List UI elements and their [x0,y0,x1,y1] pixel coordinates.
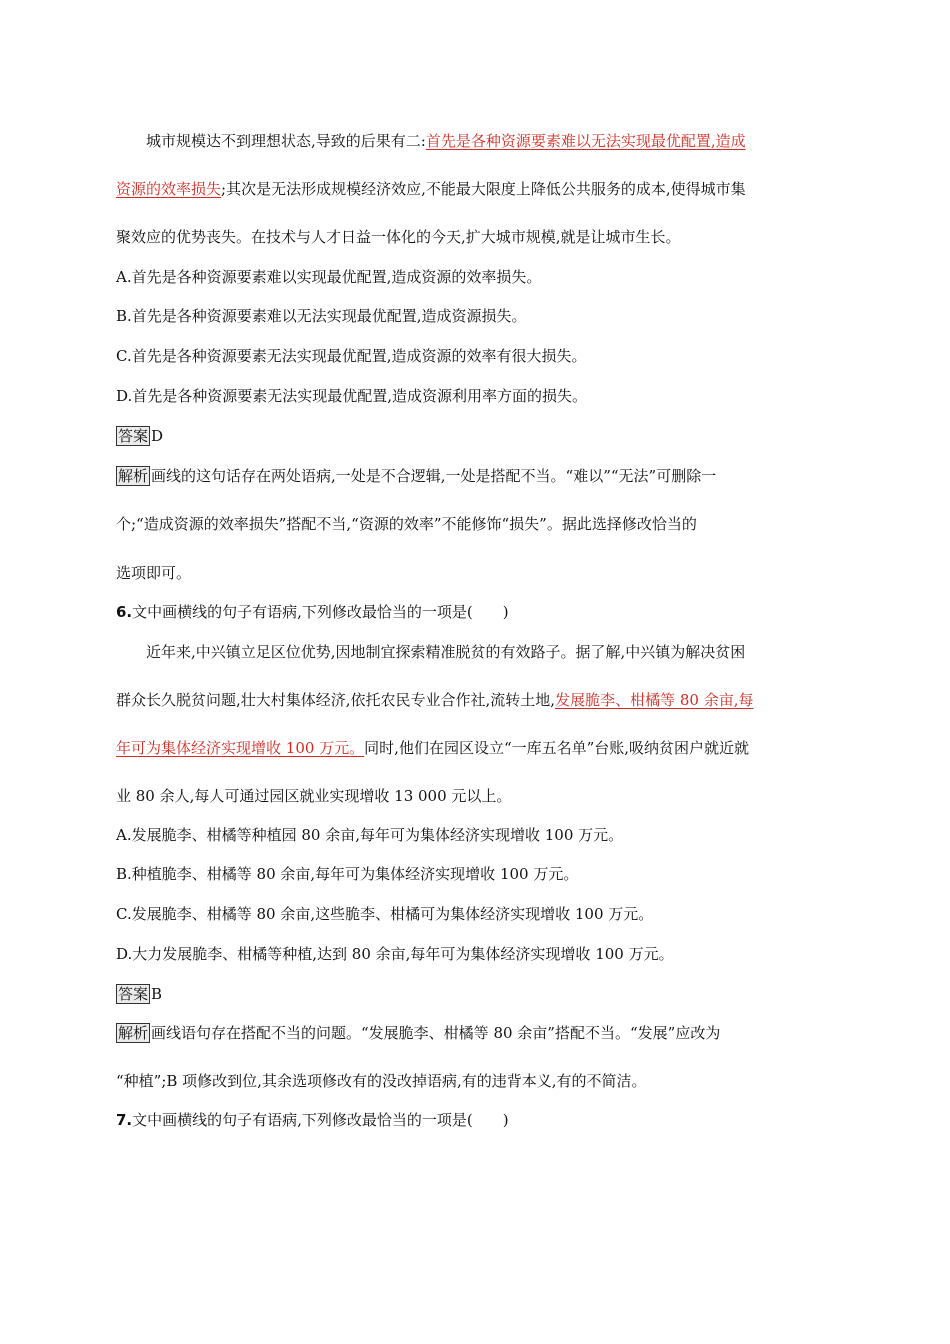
q6-passage-line-4: 业 80 余人,每人可通过园区就业实现增收 13 000 元以上。 [116,787,512,805]
q6-option-b: B.种植脆李、柑橘等 80 余亩,每年可为集体经济实现增收 100 万元。 [116,865,579,883]
analysis-tag: 解析 [118,1024,149,1042]
q6-stem [116,600,509,624]
q5-option-b: B.首先是各种资源要素难以无法实现最优配置,造成资源损失。 [116,307,527,325]
q6-stem-text: 文中画横线的句子有语病,下列修改最恰当的一项是( ) [132,603,509,621]
q5-passage-text: 城市规模达不到理想状态,导致的后果有二: [146,132,426,150]
q6-number: 6. [116,603,133,621]
q6-answer [116,982,162,1006]
answer-tag: 答案 [118,427,149,445]
q6-passage-line-1: 近年来,中兴镇立足区位优势,因地制宜探索精准脱贫的有效路子。据了解,中兴镇为解决贫困 [146,643,746,661]
q5-option-a: A.首先是各种资源要素难以实现最优配置,造成资源的效率损失。 [116,268,542,286]
q5-answer [116,424,163,448]
q6-analysis-line-2: “种植”;B 项修改到位,其余选项修改有的没改掉语病,有的违背本义,有的不简洁。 [116,1072,647,1090]
q6-passage-line-3 [116,736,749,760]
q5-passage-line-2 [116,177,746,201]
q5-option-c: C.首先是各种资源要素无法实现最优配置,造成资源的效率有很大损失。 [116,347,587,365]
q5-analysis-line-3: 选项即可。 [116,564,192,582]
q6-passage-text: 同时,他们在园区设立“一库五名单”台账,吸纳贫困户就近就 [364,739,750,757]
q5-option-d: D.首先是各种资源要素无法实现最优配置,造成资源利用率方面的损失。 [116,387,588,405]
q5-underlined-sentence: 资源的效率损失 [116,180,222,198]
q7-stem [116,1108,509,1132]
analysis-tag: 解析 [118,467,149,485]
q6-passage-line-2 [116,688,753,712]
q5-analysis-line-1 [116,464,716,488]
q6-option-a: A.发展脆李、柑橘等种植园 80 余亩,每年可为集体经济实现增收 100 万元。 [116,826,624,844]
q6-underlined-sentence: 年可为集体经济实现增收 100 万元。 [116,739,365,757]
q5-analysis-line-2: 个;“造成资源的效率损失”搭配不当,“资源的效率”不能修饰“损失”。据此选择修改恰当的 [116,515,697,533]
q6-analysis-text: 画线语句存在搭配不当的问题。“发展脆李、柑橘等 80 余亩”搭配不当。“发展”应改为 [151,1024,721,1042]
q6-passage-text: 群众长久脱贫问题,壮大村集体经济,依托农民专业合作社,流转土地, [116,691,556,709]
answer-tag: 答案 [118,985,149,1003]
q5-passage-text: ;其次是无法形成规模经济效应,不能最大限度上降低公共服务的成本,使得城市集 [221,180,746,198]
q6-answer-value: B [151,985,163,1003]
q7-number: 7. [116,1111,133,1129]
q5-passage-line-1 [146,129,746,153]
q6-option-c: C.发展脆李、柑橘等 80 余亩,这些脆李、柑橘可为集体经济实现增收 100 万元。 [116,905,654,923]
q5-passage-line-3: 聚效应的优势丧失。在技术与人才日益一体化的今天,扩大城市规模,就是让城市生长。 [116,228,681,246]
q7-stem-text: 文中画横线的句子有语病,下列修改最恰当的一项是( ) [132,1111,509,1129]
q6-underlined-sentence: 发展脆李、柑橘等 80 余亩,每 [555,691,754,709]
q5-underlined-sentence: 首先是各种资源要素难以无法实现最优配置,造成 [425,132,746,150]
q5-answer-value: D [151,427,164,445]
q6-option-d: D.大力发展脆李、柑橘等种植,达到 80 余亩,每年可为集体经济实现增收 100 万元。 [116,945,674,963]
q6-analysis-line-1 [116,1021,720,1045]
q5-analysis-text: 画线的这句话存在两处语病,一处是不合逻辑,一处是搭配不当。“难以”“无法”可删除一 [151,467,717,485]
